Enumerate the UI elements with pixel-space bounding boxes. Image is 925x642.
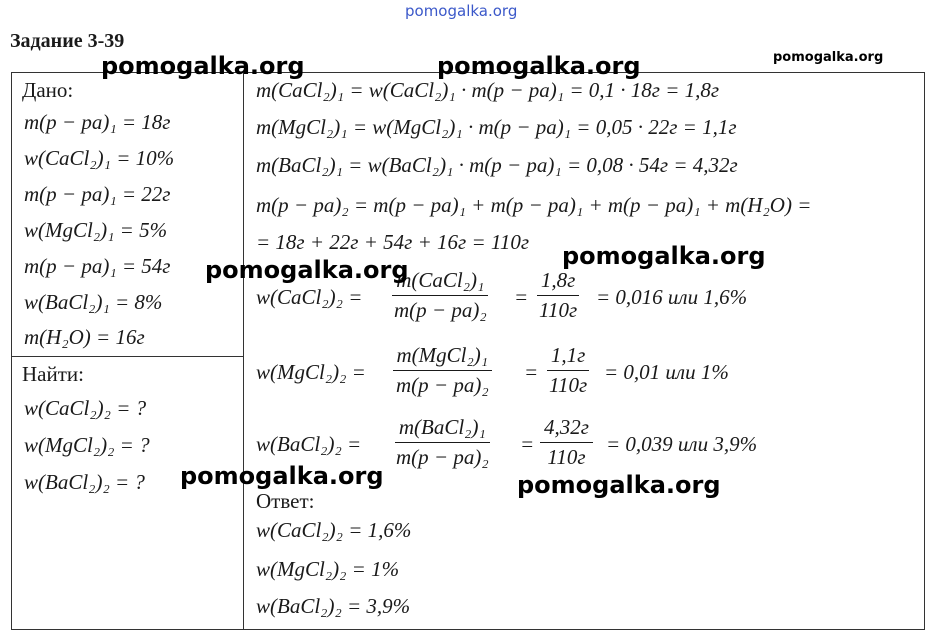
- solution-line: = 18г + 22г + 54г + 16г = 110г: [256, 230, 530, 254]
- find-item: w(CaCl₂)₂ = ?: [24, 396, 147, 420]
- watermark: pomogalka.org: [437, 52, 641, 80]
- given-item: m(p − pa)₁ = 54г: [24, 254, 171, 278]
- watermark: pomogalka.org: [101, 52, 305, 80]
- answer-label: Ответ:: [256, 489, 315, 513]
- fraction-numerator: 1,8г: [537, 268, 579, 296]
- given-item: w(BaCl₂)₁ = 8%: [24, 290, 163, 314]
- fraction: [392, 415, 493, 470]
- find-label: Найти:: [22, 362, 84, 386]
- fraction: [535, 268, 581, 323]
- fraction: [545, 343, 591, 398]
- fraction: [392, 343, 493, 398]
- equals-sign: =: [514, 285, 529, 309]
- given-item: m(H₂O) = 16г: [24, 325, 145, 349]
- given-label: Дано:: [22, 78, 74, 102]
- fraction-denominator: m(p − pa)₂: [396, 373, 489, 397]
- answer-item: w(CaCl₂)₂ = 1,6%: [256, 518, 412, 542]
- fraction-rhs: = 0,039 или 3,9%: [606, 432, 758, 456]
- given-item: w(MgCl₂)₁ = 5%: [24, 218, 168, 242]
- given-item: m(p − pa)₁ = 22г: [24, 182, 171, 206]
- find-item: w(MgCl₂)₂ = ?: [24, 433, 150, 457]
- table-divider-horizontal: [11, 356, 244, 357]
- answer-item: w(BaCl₂)₂ = 3,9%: [256, 594, 411, 618]
- fraction-numerator: m(MgCl₂)₁: [393, 343, 493, 371]
- watermark: pomogalka.org: [205, 256, 409, 284]
- solution-line: m(BaCl₂)₁ = w(BaCl₂)₁ · m(p − pa)₁ = 0,08 · 54г = 4,32г: [256, 153, 738, 177]
- fraction-numerator: 1,1г: [547, 343, 589, 371]
- watermark: pomogalka.org: [180, 462, 384, 490]
- fraction-denominator: m(p − pa)₂: [394, 298, 487, 322]
- watermark: pomogalka.org: [562, 242, 766, 270]
- fraction-rhs: = 0,016 или 1,6%: [596, 285, 748, 309]
- fraction-denominator: 110г: [547, 445, 586, 469]
- equals-sign: =: [524, 360, 539, 384]
- solution-line: m(p − pa)₂ = m(p − pa)₁ + m(p − pa)₁ + m(p − pa)₁ + m(H₂O) =: [256, 193, 812, 217]
- fraction-lhs: w(CaCl₂)₂ =: [256, 285, 363, 309]
- fraction-denominator: m(p − pa)₂: [396, 445, 489, 469]
- fraction-rhs: = 0,01 или 1%: [604, 360, 729, 384]
- watermark-top: pomogalka.org: [405, 2, 518, 20]
- fraction: [540, 415, 593, 470]
- watermark: pomogalka.org: [517, 471, 721, 499]
- fraction-denominator: 110г: [549, 373, 588, 397]
- solution-line: m(MgCl₂)₁ = w(MgCl₂)₁ · m(p − pa)₁ = 0,05 · 22г = 1,1г: [256, 115, 737, 139]
- given-item: m(p − pa)₁ = 18г: [24, 110, 171, 134]
- fraction-numerator: m(BaCl₂)₁: [395, 415, 490, 443]
- table-divider-vertical: [243, 72, 244, 630]
- equals-sign: =: [520, 432, 535, 456]
- fraction-lhs: w(BaCl₂)₂ =: [256, 432, 362, 456]
- solution-line: m(CaCl₂)₁ = w(CaCl₂)₁ · m(p − pa)₁ = 0,1 · 18г = 1,8г: [256, 78, 720, 102]
- given-item: w(CaCl₂)₁ = 10%: [24, 146, 175, 170]
- watermark-small: pomogalka.org: [773, 50, 884, 65]
- fraction-denominator: 110г: [539, 298, 578, 322]
- task-title: Задание 3-39: [10, 30, 125, 52]
- answer-item: w(MgCl₂)₂ = 1%: [256, 557, 400, 581]
- fraction-numerator: 4,32г: [540, 415, 593, 443]
- fraction-numerator: m(CaCl₂)₁: [392, 268, 488, 296]
- fraction-lhs: w(MgCl₂)₂ =: [256, 360, 366, 384]
- find-item: w(BaCl₂)₂ = ?: [24, 470, 145, 494]
